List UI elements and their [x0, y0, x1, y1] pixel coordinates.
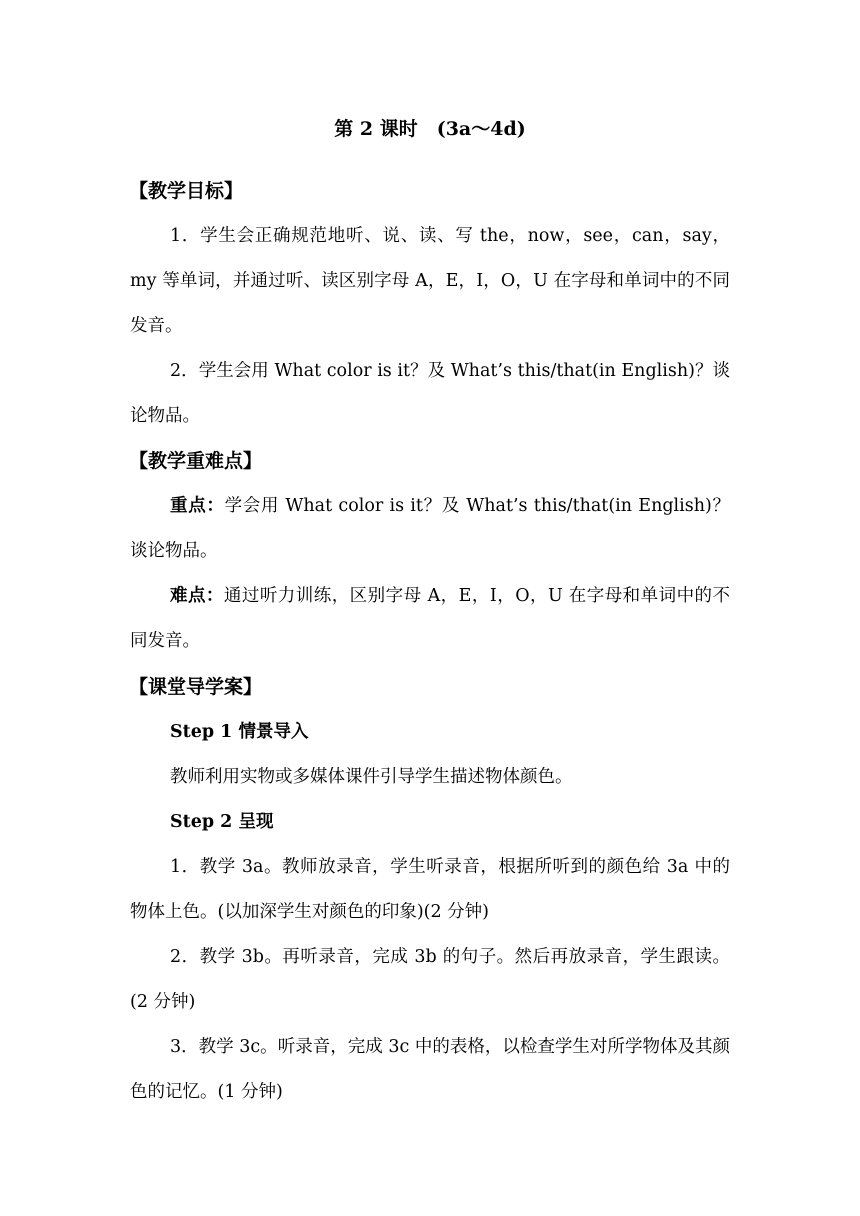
page-title: 第 2 课时 (3a～4d)	[334, 118, 526, 140]
difficult-point-text: 通过听力训练，区别字母 A，E，I，O，U 在字母和单词中的不同发音。	[130, 586, 731, 651]
step2-item-3: 3．教学 3c。听录音，完成 3c 中的表格，以检查学生对所学物体及其颜色的记忆。(1 分钟)	[130, 1037, 730, 1102]
guide-heading: 【课堂导学案】	[129, 676, 263, 698]
key-point-text: 学会用 What color is it？及 What’s this/that(in English)？谈论物品。	[130, 496, 731, 561]
difficult-point-label: 难点：	[170, 586, 224, 606]
key-point-label: 重点：	[170, 496, 225, 516]
step1-text: 教师利用实物或多媒体课件引导学生描述物体颜色。	[170, 767, 573, 787]
step2-item-2: 2．教学 3b。再听录音，完成 3b 的句子。然后再放录音，学生跟读。(2 分钟)	[130, 947, 730, 1012]
key-point-paragraph	[130, 484, 730, 574]
objectives-heading: 【教学目标】	[129, 180, 244, 202]
objective-item-1: 1．学生会正确规范地听、说、读、写 the，now，see，can，say，my 等单词，并通过听、读区别字母 A，E，I，O，U 在字母和单词中的不同发音。	[130, 226, 730, 336]
step1-title: Step 1 情景导入	[170, 722, 309, 742]
step2-title: Step 2 呈现	[170, 812, 274, 832]
key-points-heading: 【教学重难点】	[129, 450, 263, 472]
objective-item-2: 2．学生会用 What color is it？及 What’s this/that(in English)？谈论物品。	[130, 361, 730, 426]
difficult-point-paragraph	[130, 574, 730, 664]
step2-item-1: 1．教学 3a。教师放录音，学生听录音，根据所听到的颜色给 3a 中的物体上色。(以加深学生对颜色的印象)(2 分钟)	[130, 857, 730, 922]
